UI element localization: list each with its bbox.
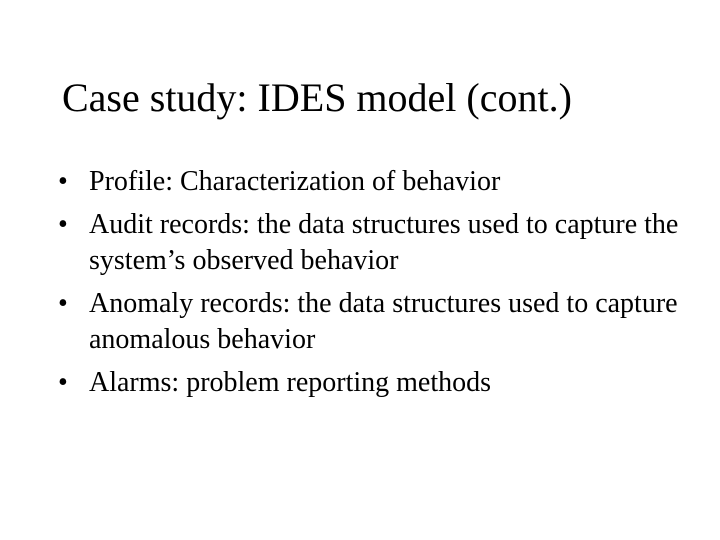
bullet-text: Audit records: the data structures used to capture the system’s observed behavior	[89, 209, 679, 276]
bullet-item-anomaly-records	[58, 286, 698, 358]
bullet-text: Profile: Characterization of behavior	[89, 166, 501, 197]
bullet-icon: •	[58, 209, 68, 240]
bullet-text: Anomaly records: the data structures used to capture anomalous behavior	[89, 288, 678, 355]
bullet-list	[58, 164, 698, 408]
bullet-icon: •	[58, 288, 68, 319]
slide-title: Case study: IDES model (cont.)	[62, 75, 572, 120]
bullet-text: Alarms: problem reporting methods	[89, 367, 492, 398]
bullet-item-alarms	[58, 365, 698, 401]
bullet-item-audit-records	[58, 207, 698, 279]
bullet-icon: •	[58, 166, 68, 197]
bullet-icon: •	[58, 367, 68, 398]
bullet-item-profile	[58, 164, 698, 200]
